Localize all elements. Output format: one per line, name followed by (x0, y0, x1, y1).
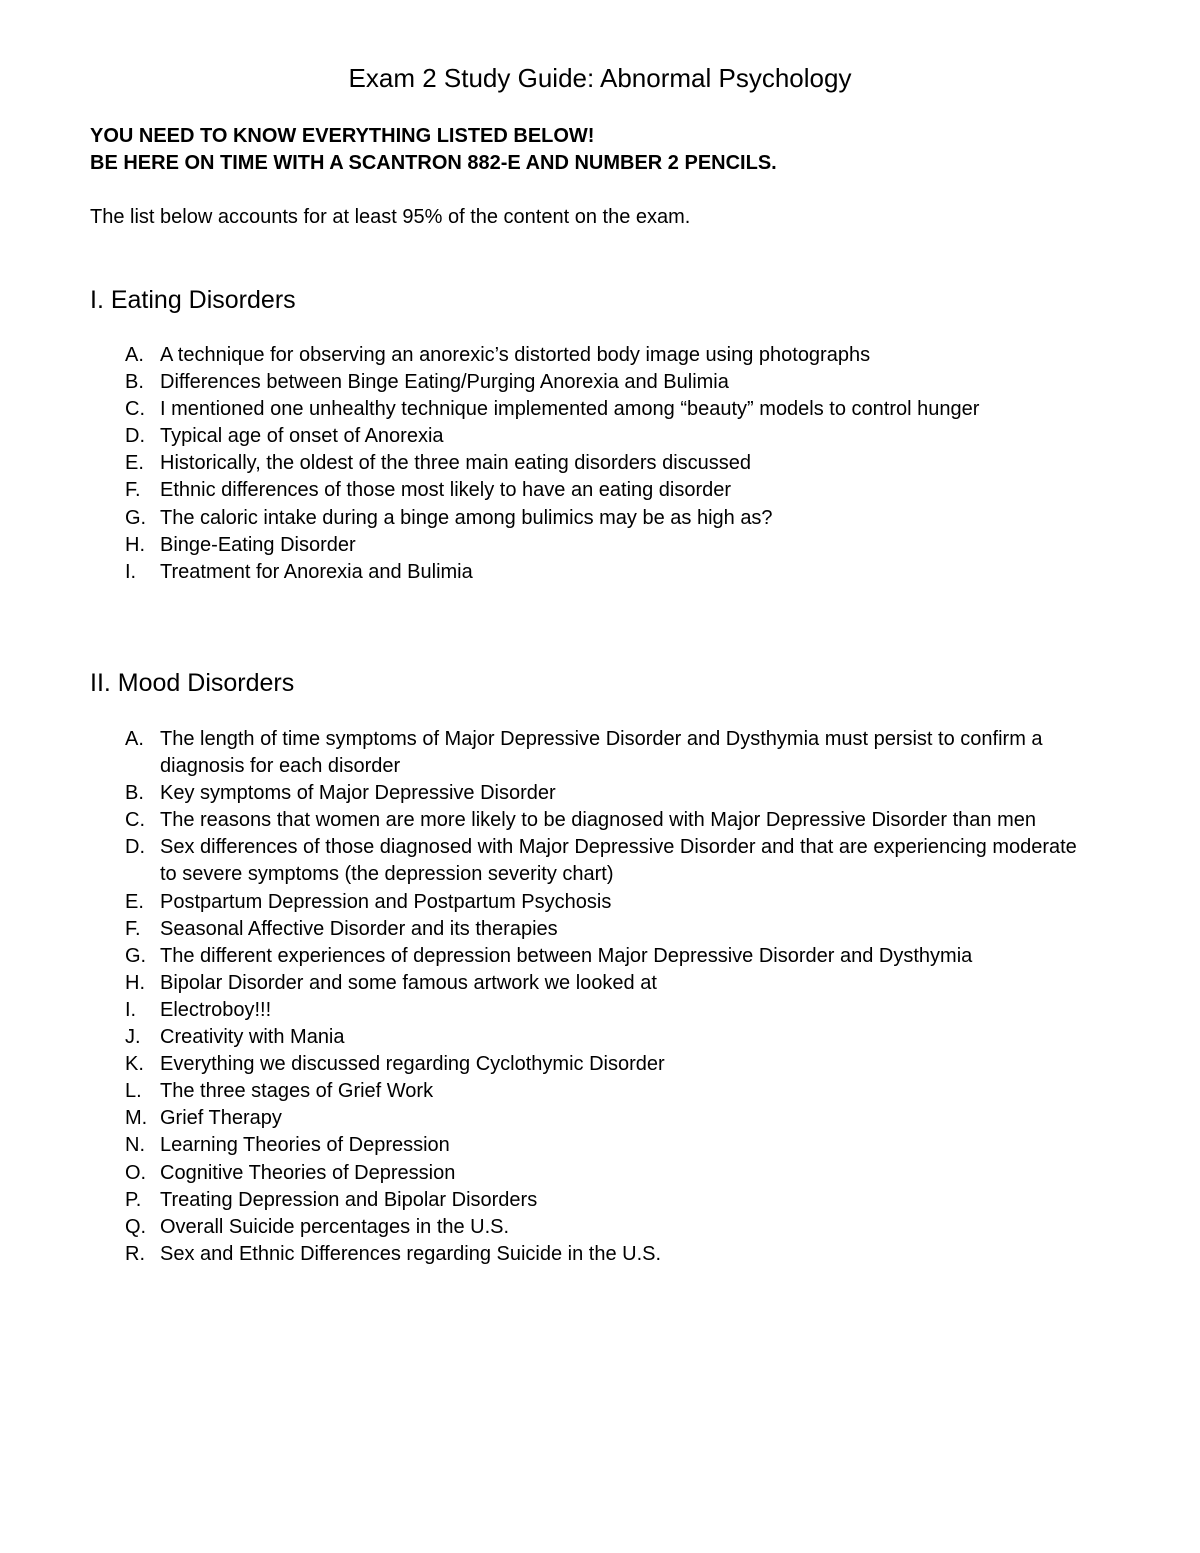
coverage-statement: The list below accounts for at least 95% of the content on the exam. (90, 206, 691, 228)
list-item-text: Bipolar Disorder and some famous artwork we looked at (160, 971, 657, 994)
list-item (125, 889, 1085, 916)
list-item-text: Learning Theories of Depression (160, 1134, 450, 1157)
list-item-text: Binge-Eating Disorder (160, 533, 356, 556)
list-item-text: Creativity with Mania (160, 1026, 345, 1049)
list-item (125, 532, 1085, 559)
list-item (125, 1078, 1085, 1105)
list-item (125, 780, 1085, 807)
list-item-text: Typical age of onset of Anorexia (160, 425, 444, 448)
exam-notice (90, 123, 777, 177)
notice-line-scantron: BE HERE ON TIME WITH A SCANTRON 882-E AND NUMBER 2 PENCILS. (90, 152, 777, 174)
list-item-text: Treating Depression and Bipolar Disorders (160, 1188, 538, 1211)
list-item (125, 369, 1085, 396)
list-item-letter: P. (125, 1188, 142, 1211)
list-item-text: Postpartum Depression and Postpartum Psychosis (160, 890, 612, 913)
list-item (125, 943, 1085, 970)
list-item-text: The reasons that women are more likely to be diagnosed with Major Depressive Disorder than men (160, 809, 1036, 832)
list-item (125, 916, 1085, 943)
list-item-text: Key symptoms of Major Depressive Disorder (160, 782, 556, 805)
list-item (125, 834, 1085, 888)
list-item (125, 1241, 1085, 1268)
list-item-letter: I. (125, 998, 137, 1021)
list-item-text: Electroboy!!! (160, 998, 272, 1021)
list-item-text: Treatment for Anorexia and Bulimia (160, 560, 473, 583)
list-item (125, 477, 1085, 504)
list-item-letter: M. (125, 1107, 148, 1130)
list-item-letter: L. (125, 1080, 142, 1103)
list-item-text: Everything we discussed regarding Cyclothymic Disorder (160, 1053, 665, 1076)
page-title: Exam 2 Study Guide: Abnormal Psychology (348, 63, 852, 93)
list-item-text: Sex and Ethnic Differences regarding Suicide in the U.S. (160, 1242, 662, 1265)
list-item-text: Ethnic differences of those most likely to have an eating disorder (160, 479, 732, 502)
list-item (125, 1160, 1085, 1187)
list-item (125, 505, 1085, 532)
list-item (125, 1105, 1085, 1132)
list-item-letter: A. (125, 728, 144, 750)
list-item-text: Historically, the oldest of the three main eating disorders discussed (160, 452, 752, 475)
list-item (125, 1214, 1085, 1241)
list-item (125, 1187, 1085, 1214)
list-item-letter: H. (125, 971, 145, 994)
list-item-letter: N. (125, 1134, 145, 1157)
list-item-text: Grief Therapy (160, 1107, 282, 1130)
list-item-letter: I. (125, 560, 137, 583)
list-item-text: The three stages of Grief Work (160, 1080, 434, 1103)
list-item (125, 807, 1085, 834)
list-item-letter: O. (125, 1161, 147, 1184)
list-item-letter: C. (125, 809, 145, 832)
list-item-letter: F. (125, 917, 141, 940)
list-item (125, 450, 1085, 477)
notice-line-know-everything: YOU NEED TO KNOW EVERYTHING LISTED BELOW! (90, 125, 595, 147)
list-item (125, 1132, 1085, 1159)
list-item-letter: G. (125, 944, 147, 967)
list-item-letter: R. (125, 1242, 145, 1265)
list-item-letter: C. (125, 398, 145, 421)
eating-disorders-topic-list (125, 342, 1085, 586)
list-item (125, 423, 1085, 450)
list-item-text: I mentioned one unhealthy technique implemented among “beauty” models to control hunger (160, 398, 980, 421)
list-item (125, 559, 1085, 586)
list-item (125, 396, 1085, 423)
list-item (125, 1051, 1085, 1078)
list-item-text: Cognitive Theories of Depression (160, 1161, 456, 1184)
list-item (125, 970, 1085, 997)
list-item-letter: H. (125, 533, 145, 556)
list-item (125, 1024, 1085, 1051)
list-item-text: The different experiences of depression between Major Depressive Disorder and Dysthymia (160, 944, 973, 967)
list-item (125, 342, 1085, 369)
list-item-text: The length of time symptoms of Major Depressive Disorder and Dysthymia must persist to confirm a diagnosis for each disorder (160, 728, 1043, 778)
section-heading-eating-disorders: I. Eating Disorders (90, 286, 296, 314)
list-item-letter: F. (125, 479, 141, 502)
list-item-letter: K. (125, 1053, 144, 1076)
list-item-letter: B. (125, 782, 144, 805)
list-item-letter: D. (125, 425, 145, 448)
section-heading-mood-disorders: II. Mood Disorders (90, 669, 295, 697)
list-item-letter: J. (125, 1026, 141, 1049)
list-item-letter: A. (125, 344, 144, 366)
list-item (125, 997, 1085, 1024)
list-item-letter: Q. (125, 1215, 147, 1238)
list-item-letter: G. (125, 506, 147, 529)
list-item-text: Seasonal Affective Disorder and its therapies (160, 917, 558, 940)
list-item-text: A technique for observing an anorexic’s distorted body image using photographs (160, 344, 871, 366)
list-item-letter: E. (125, 452, 144, 475)
list-item-letter: D. (125, 836, 145, 859)
list-item-text: Differences between Binge Eating/Purging Anorexia and Bulimia (160, 371, 729, 394)
list-item-letter: E. (125, 890, 144, 913)
list-item-letter: B. (125, 371, 144, 394)
list-item-text: Sex differences of those diagnosed with Major Depressive Disorder and that are experiencing moderate to severe symptoms (the depression severity chart) (160, 836, 1077, 886)
list-item-text: Overall Suicide percentages in the U.S. (160, 1215, 510, 1238)
list-item-text: The caloric intake during a binge among bulimics may be as high as? (160, 506, 773, 529)
mood-disorders-topic-list (125, 726, 1085, 1268)
list-item (125, 726, 1085, 780)
